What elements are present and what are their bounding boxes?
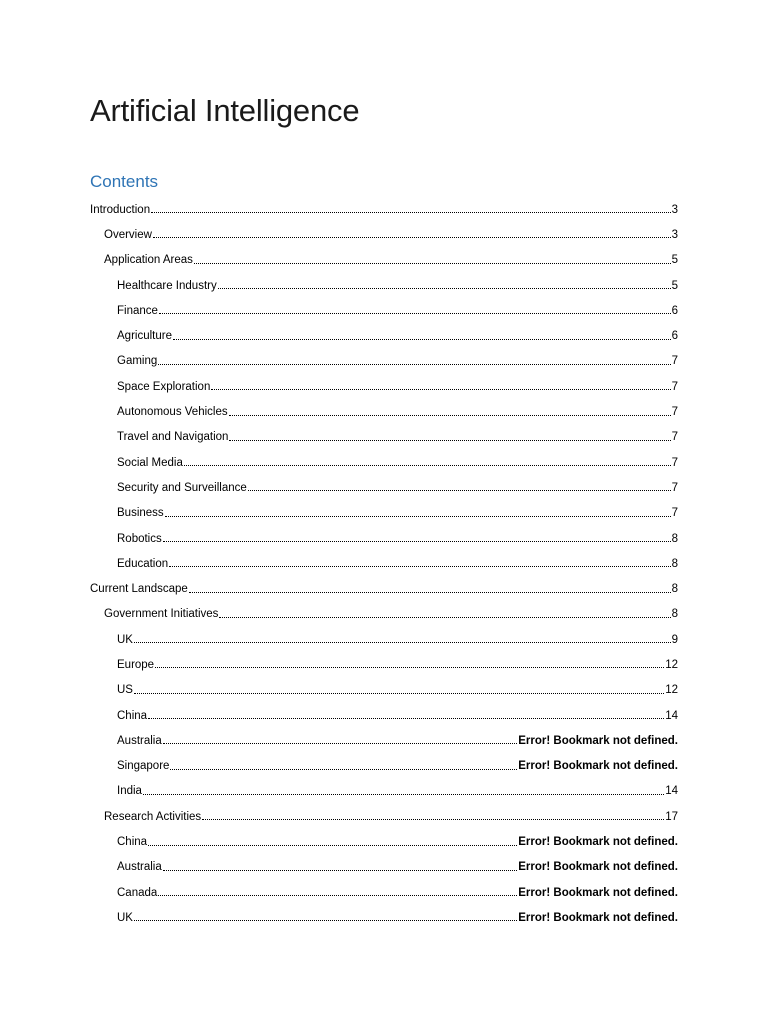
toc-leader-dots <box>229 428 670 441</box>
toc-entry-page: 9 <box>671 633 678 646</box>
toc-entry-page: 7 <box>671 406 678 419</box>
toc-entry-page: 7 <box>671 507 678 520</box>
toc-entry-label: Robotics <box>117 532 162 545</box>
toc-entry-label: Research Activities <box>104 810 202 823</box>
toc-entry[interactable] <box>90 829 678 854</box>
toc-entry-label: China <box>117 836 148 849</box>
toc-entry-label: China <box>117 709 148 722</box>
toc-entry[interactable] <box>90 197 678 222</box>
toc-entry-label: Autonomous Vehicles <box>117 406 228 419</box>
toc-entry[interactable] <box>90 222 678 247</box>
toc-entry-page: 12 <box>665 684 678 697</box>
toc-entry-label: Travel and Navigation <box>117 431 229 444</box>
toc-entry-page: 8 <box>671 583 678 596</box>
toc-entry[interactable] <box>90 349 678 374</box>
toc-entry-error: Error! Bookmark not defined. <box>518 734 678 747</box>
toc-entry-page: 5 <box>671 254 678 267</box>
toc-entry-label: Australia <box>117 734 162 747</box>
toc-leader-dots <box>153 225 671 238</box>
toc-leader-dots <box>134 681 664 694</box>
toc-entry-page: 7 <box>671 456 678 469</box>
toc-leader-dots <box>211 377 670 390</box>
toc-leader-dots <box>218 276 671 289</box>
toc-entry-label: Security and Surveillance <box>117 481 247 494</box>
toc-entry-page: 14 <box>665 785 678 798</box>
toc-leader-dots <box>194 251 671 264</box>
toc-entry[interactable] <box>90 880 678 905</box>
toc-entry[interactable] <box>90 475 678 500</box>
toc-leader-dots <box>151 200 670 213</box>
toc-entry-page: 7 <box>671 481 678 494</box>
toc-entry-label: Application Areas <box>104 254 193 267</box>
toc-leader-dots <box>158 352 670 365</box>
toc-leader-dots <box>148 706 664 719</box>
toc-entry[interactable] <box>90 450 678 475</box>
toc-leader-dots <box>229 403 671 416</box>
toc-leader-dots <box>159 301 671 314</box>
toc-entry[interactable] <box>90 273 678 298</box>
toc-entry[interactable] <box>90 678 678 703</box>
toc-entry-label: Finance <box>117 304 158 317</box>
toc-entry[interactable] <box>90 425 678 450</box>
toc-entry[interactable] <box>90 652 678 677</box>
toc-entry[interactable] <box>90 703 678 728</box>
toc-entry-error: Error! Bookmark not defined. <box>518 886 678 899</box>
toc-leader-dots <box>163 858 518 871</box>
toc-leader-dots <box>173 327 671 340</box>
toc-entry[interactable] <box>90 779 678 804</box>
toc-entry-error: Error! Bookmark not defined. <box>518 836 678 849</box>
toc-entry-label: Australia <box>117 861 162 874</box>
toc-entry[interactable] <box>90 323 678 348</box>
table-of-contents <box>90 197 678 931</box>
toc-entry-label: Space Exploration <box>117 380 211 393</box>
toc-leader-dots <box>219 605 670 618</box>
toc-entry-page: 14 <box>665 709 678 722</box>
toc-entry-page: 7 <box>671 355 678 368</box>
toc-entry-label: Government Initiatives <box>104 608 219 621</box>
toc-leader-dots <box>148 833 517 846</box>
toc-entry[interactable] <box>90 551 678 576</box>
toc-leader-dots <box>202 807 664 820</box>
toc-leader-dots <box>155 655 664 668</box>
toc-leader-dots <box>163 529 671 542</box>
toc-entry[interactable] <box>90 627 678 652</box>
toc-entry-label: Singapore <box>117 760 170 773</box>
toc-entry-label: Agriculture <box>117 330 172 343</box>
toc-leader-dots <box>165 504 671 517</box>
toc-leader-dots <box>134 630 671 643</box>
toc-leader-dots <box>143 782 664 795</box>
toc-entry-page: 7 <box>671 380 678 393</box>
toc-entry-label: India <box>117 785 142 798</box>
toc-entry-label: Europe <box>117 658 155 671</box>
toc-leader-dots <box>169 554 670 567</box>
toc-entry-label: Overview <box>104 228 152 241</box>
toc-entry-label: Healthcare Industry <box>117 279 217 292</box>
toc-leader-dots <box>170 757 517 770</box>
toc-entry[interactable] <box>90 905 678 930</box>
toc-entry-label: UK <box>117 911 133 924</box>
toc-entry[interactable] <box>90 855 678 880</box>
toc-entry[interactable] <box>90 526 678 551</box>
toc-entry[interactable] <box>90 501 678 526</box>
toc-entry-page: 8 <box>671 608 678 621</box>
toc-entry[interactable] <box>90 602 678 627</box>
toc-entry-label: Education <box>117 557 169 570</box>
toc-leader-dots <box>163 731 518 744</box>
toc-entry-page: 7 <box>671 431 678 444</box>
toc-entry-error: Error! Bookmark not defined. <box>518 861 678 874</box>
toc-entry-page: 6 <box>671 304 678 317</box>
toc-entry[interactable] <box>90 754 678 779</box>
toc-entry-label: Introduction <box>90 203 151 216</box>
toc-leader-dots <box>248 478 671 491</box>
toc-entry[interactable] <box>90 374 678 399</box>
toc-entry-page: 8 <box>671 557 678 570</box>
toc-entry-page: 17 <box>665 810 678 823</box>
toc-entry-page: 3 <box>671 228 678 241</box>
toc-entry[interactable] <box>90 804 678 829</box>
toc-leader-dots <box>134 908 517 921</box>
toc-entry-label: Gaming <box>117 355 158 368</box>
toc-leader-dots <box>189 580 671 593</box>
toc-entry-label: US <box>117 684 133 697</box>
toc-entry-label: UK <box>117 633 133 646</box>
toc-leader-dots <box>158 883 517 896</box>
toc-entry[interactable] <box>90 728 678 753</box>
toc-entry-label: Business <box>117 507 164 520</box>
toc-entry-label: Social Media <box>117 456 183 469</box>
toc-entry-error: Error! Bookmark not defined. <box>518 760 678 773</box>
toc-entry-label: Current Landscape <box>90 583 188 596</box>
toc-entry[interactable] <box>90 399 678 424</box>
toc-entry-page: 6 <box>671 330 678 343</box>
document-title: Artificial Intelligence <box>90 93 360 128</box>
toc-entry-error: Error! Bookmark not defined. <box>518 911 678 924</box>
toc-entry[interactable] <box>90 576 678 601</box>
toc-entry-page: 3 <box>671 203 678 216</box>
toc-entry-page: 12 <box>665 658 678 671</box>
toc-leader-dots <box>184 453 671 466</box>
toc-entry-label: Canada <box>117 886 158 899</box>
contents-heading: Contents <box>90 172 159 191</box>
toc-entry[interactable] <box>90 298 678 323</box>
toc-entry-page: 8 <box>671 532 678 545</box>
toc-entry-page: 5 <box>671 279 678 292</box>
toc-entry[interactable] <box>90 248 678 273</box>
